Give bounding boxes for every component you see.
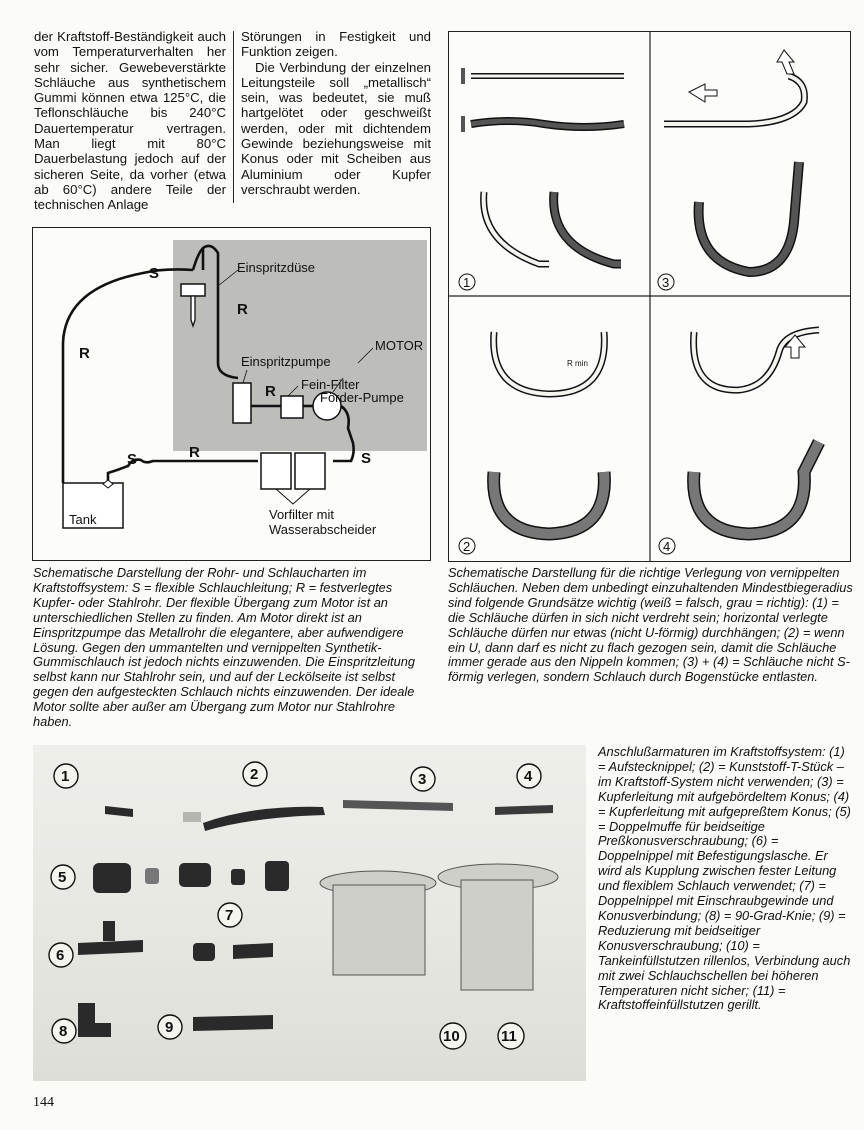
column-1-text: der Kraftstoff-Beständigkeit auch vom Temperaturverhalten her sehr sicher. Gewebeverstärkte Schläuche aus synthetischem Gummi können etwa 125°C, die Teflonschläuche bis 240°C Dauertemperatur vertragen. Man liegt mit 80°C Dauerbelastung jedoch auf der sicheren Seite, da vorher (etwa ab 60°C) andere Teile der technischen Anlage [34, 29, 226, 213]
fuel-system-diagram [32, 227, 431, 561]
photo-number-9: 9 [165, 1019, 174, 1036]
label-einspritzpumpe: Einspritzpumpe [241, 354, 331, 369]
label-vorfilter-line2: Wasserabscheider [269, 522, 377, 537]
panel-number-3: 3 [662, 275, 670, 290]
hose-routing-panels [449, 32, 850, 561]
column-2-text [241, 29, 431, 197]
column-2-paragraph-2: Die Verbindung der einzelnen Leitungsteile soll „metallisch“ sein, was bedeutet, sie muß hartgelötet oder geschweißt werden, oder mit dichtendem Gewinde beziehungsweise mit Konus oder mit Scheiben aus Aluminium oder Kupfer verschraubt werden. [241, 59, 431, 197]
photo-number-4: 4 [524, 768, 533, 785]
panel-number-4: 4 [663, 539, 671, 554]
column-divider [233, 31, 234, 203]
label-vorfilter-line1: Vorfilter mit [269, 507, 335, 522]
column-2-paragraph-1: Störungen in Festigkeit und Funktion zeigen. [241, 29, 431, 60]
caption-fuel-system: Schematische Darstellung der Rohr- und Schlaucharten im Kraftstoffsystem: S = flexible Schlauchleitung; R = festverlegtes Kupfer- oder Stahlrohr. Der flexible Übergang zum Motor ist an unterschiedlichen Stellen zu finden. Am Motor direkt ist an Einspritzpumpe das Metallrohr die elegantere, aber aufwendigere Lösung. Gegen den ummantelten und vernippelten Synthetik-Gummischlauch ist jedoch nichts einzuwenden. Die Einspritzleitung selbst kann nur Stahlrohr sein, und auf der Leckölseite ist selbst gegen den aufgesteckten Schlauch nichts einzuwenden. Der ideale Motor sollte aber außer am Übergang zum Motor nur Stahlrohre haben. [33, 565, 415, 730]
injector-nozzle [181, 284, 205, 296]
fuel-system-schematic [33, 228, 430, 560]
photo-number-10: 10 [443, 1028, 460, 1045]
fittings-photo-drawing [33, 745, 586, 1081]
label-s-top: S [149, 265, 160, 282]
label-fein-filter: Fein-Filter [301, 377, 360, 392]
label-s-right: S [361, 450, 372, 467]
hose-routing-diagram [448, 31, 851, 562]
prefilter-b [295, 453, 325, 489]
photo-number-3: 3 [418, 771, 427, 788]
label-tank: Tank [69, 512, 97, 527]
label-foerder-pumpe: Förder-Pumpe [320, 390, 404, 405]
photo-number-7: 7 [225, 907, 234, 924]
photo-number-5: 5 [58, 869, 67, 886]
label-r-bottom: R [189, 444, 200, 461]
prefilter-a [261, 453, 291, 489]
photo-number-8: 8 [59, 1023, 68, 1040]
rmin-label: R min [567, 359, 588, 368]
caption-fittings: Anschlußarmaturen im Kraftstoffsystem: (1) = Aufstecknippel; (2) = Kunststoff-T-Stück – im Kraftstoff-System nicht verwenden; (3) = Kupferleitung mit aufgebördeltem Konus; (4) = Kupferleitung mit aufgepreßtem Konus; (5) = Doppelmuffe für beidseitige Preßkonusverschraubung; (6) = Doppelnippel mit Befestigungslasche. Er wird als Kupplung zwischen fester Leitung und flexiblem Schlauch verwendet; (7) = Doppelnippel mit Einschraubgewinde und Konusverbindung; (8) = 90-Grad-Knie; (9) = Reduzierung mit beidseitiger Konusverschraubung; (10) = Tankeinfüllstutzen rillenlos, Verbindung auch mit zwei Schlauchschellen bei höheren Temperaturen nicht sicher; (11) = Kraftstoffeinfüllstutzen gerillt. [598, 744, 851, 1013]
label-s-bottom: S [127, 451, 138, 468]
label-motor: MOTOR [375, 338, 424, 353]
label-r-left: R [79, 345, 90, 362]
photo-number-2: 2 [250, 766, 259, 783]
label-einspritzduese: Einspritzdüse [237, 260, 316, 275]
caption-hose-routing: Schematische Darstellung für die richtige Verlegung von vernippelten Schläuchen. Neben dem unbedingt einzuhaltenden Mindestbiegeradius sind folgende Grundsätze wichtig (weiß = falsch, grau = richtig): (1) = die Schläuche dürfen in sich nicht verdreht sein; horizontal verlegte Schläuche dürfen nur etwas (nicht U-förmig) durchhängen; (2) = wenn ein U, dann darf es nicht zu flach gezogen sein, damit die Schläuche immer gerade aus den Nippeln kommen; (3) + (4) = Schläuche nicht S-förmig verlegen, sondern Schlauch durch Bogenstücke entlasten. [448, 565, 853, 685]
panel-number-1: 1 [463, 275, 471, 290]
fine-filter [281, 396, 303, 418]
photo-number-1: 1 [61, 768, 70, 785]
injection-pump [233, 383, 251, 423]
photo-number-11: 11 [501, 1028, 517, 1045]
label-r-pump: R [265, 383, 276, 400]
label-r-injector: R [237, 301, 248, 318]
photo-number-6: 6 [56, 947, 65, 964]
panel-number-2: 2 [463, 539, 471, 554]
fittings-photo [33, 745, 586, 1081]
page-number: 144 [33, 1095, 54, 1110]
